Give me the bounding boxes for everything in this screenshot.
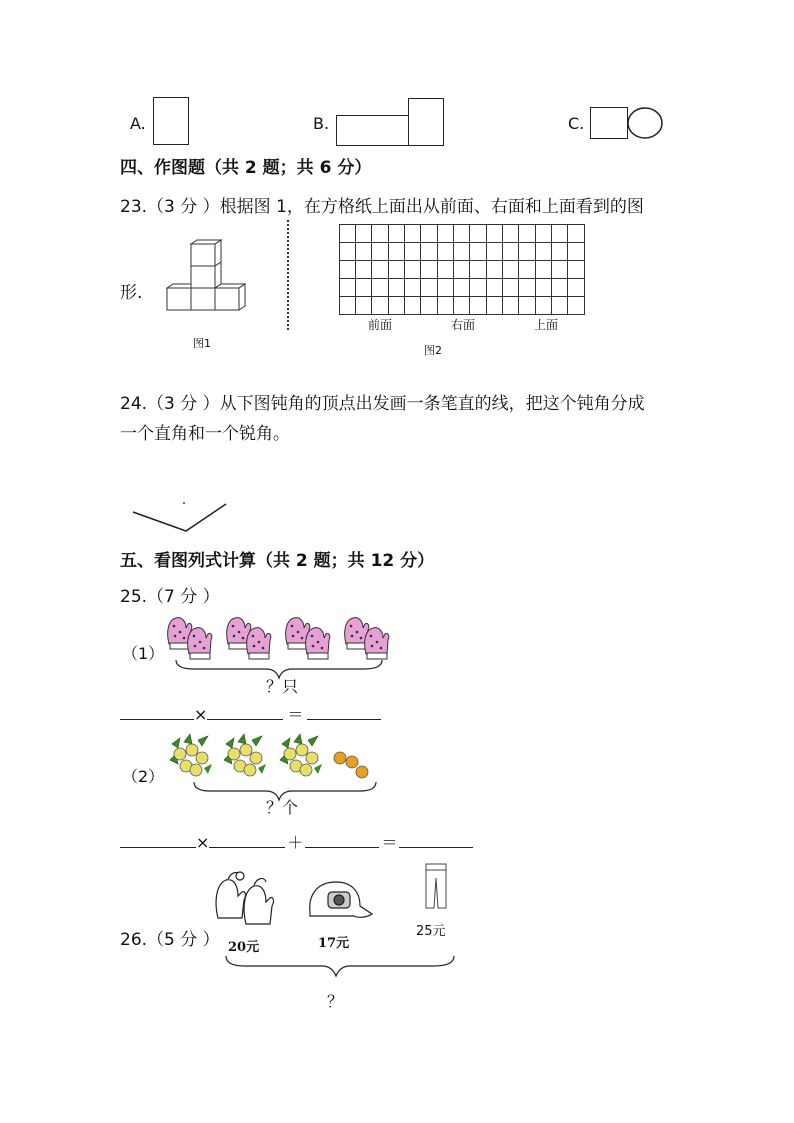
mittens-group [166,612,394,662]
q25-part1-question: ？只 [266,677,299,696]
option-c-label: C. [568,114,585,133]
answer-blank[interactable] [120,707,194,720]
answer-blank[interactable] [399,835,473,848]
grid-paper [339,224,587,316]
q23-text-line2: 形. [120,283,143,303]
q25-part1-equation [120,702,381,725]
q26-question: ？ [327,992,344,1011]
section-5-title: 五、看图列式计算（共 2 题；共 12 分） [120,551,435,571]
option-c-shape-square [590,107,628,139]
dotted-divider [287,220,289,330]
q25-part2-label: （2） [122,767,165,786]
q25-part2-question: ？个 [266,798,299,817]
option-a-label: A. [130,114,146,133]
q23-text-line1: 23.（3 分 ）根据图 1，在方格纸上面出从前面、右面和上面看到的图 [120,197,644,217]
option-b-shape-square [408,98,444,146]
q25-part2-equation [120,830,473,853]
equals-sign: ＝ [381,833,398,852]
grid-label-front: 前面 [368,318,393,332]
brace-q26 [222,954,458,982]
figure1-cubes [166,238,246,314]
q24-text-line2: 一个直角和一个锐角。 [120,424,290,444]
grid-label-right: 右面 [451,318,476,332]
option-b-shape-rect [336,115,410,146]
figure1-caption: 图1 [193,337,211,350]
equals-sign: ＝ [287,705,304,724]
q25-header: 25.（7 分 ） [120,587,220,607]
times-sign: × [196,833,210,852]
grid-label-top: 上面 [534,318,559,332]
answer-blank[interactable] [209,835,285,848]
gloves-icon [214,868,276,932]
price-gloves: 20元 [228,940,260,955]
q25-part1-label: （1） [122,644,165,663]
figure2-caption: 图2 [424,344,442,357]
price-cap: 17元 [318,936,350,951]
answer-blank[interactable] [120,835,196,848]
answer-blank[interactable] [307,707,381,720]
q24-text-line1: 24.（3 分 ）从下图钝角的顶点出发画一条笔直的线，把这个钝角分成 [120,394,645,414]
plus-sign: ＋ [287,833,304,852]
times-sign: × [194,705,208,724]
answer-blank[interactable] [207,707,283,720]
price-pants: 25元 [416,924,446,939]
answer-blank[interactable] [305,835,379,848]
cap-icon [306,878,376,924]
pants-icon [424,862,448,910]
option-c-shape-circle [626,106,666,140]
option-b-label: B. [313,114,330,133]
option-a-shape [153,97,189,145]
fruit-group [168,730,374,784]
section-4-title: 四、作图题（共 2 题；共 6 分） [120,158,372,178]
obtuse-angle-figure [130,495,230,535]
q26-header: 26.（5 分 ） [120,930,220,950]
